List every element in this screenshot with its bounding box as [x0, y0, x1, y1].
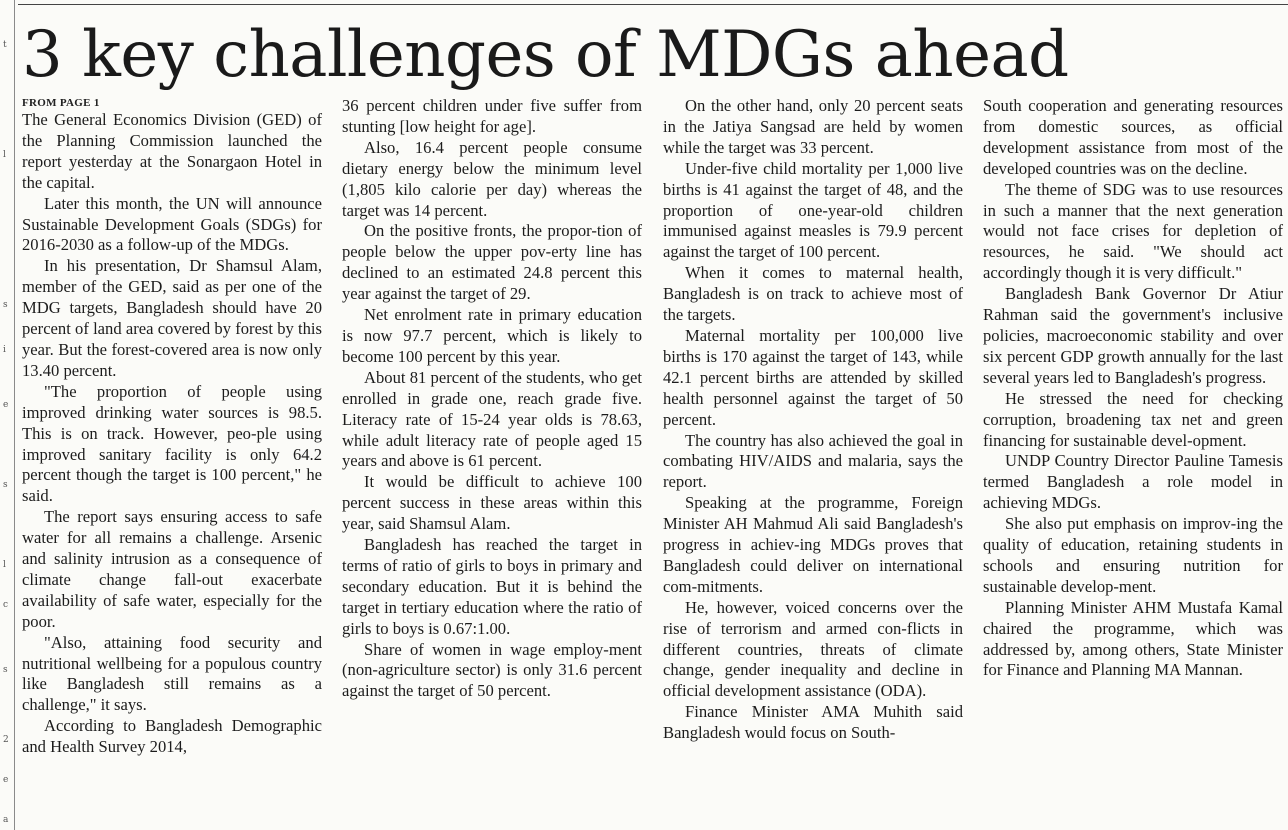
paragraph: The country has also achieved the goal in combating HIV/AIDS and malaria, says the report. [663, 430, 963, 492]
jump-kicker: FROM PAGE 1 [22, 97, 100, 109]
paragraph: According to Bangladesh Demographic and Health Survey 2014, [22, 716, 322, 757]
article-column-2 [342, 96, 642, 702]
gutter-fragment: a [3, 815, 9, 825]
paragraph: On the other hand, only 20 percent seats in the Jatiya Sangsad are held by women while the target was 33 percent. [663, 96, 963, 157]
gutter-fragment: c [3, 600, 9, 610]
paragraph: He, however, voiced concerns over the rise of terrorism and armed con-flicts in different countries, threats of climate change, gender inequality and decline in official development assistance (ODA). [663, 597, 963, 701]
gutter-fragment: s [3, 480, 8, 490]
gutter-fragment: s [3, 300, 8, 310]
paragraph: When it comes to maternal health, Bangladesh is on track to achieve most of the targets. [663, 263, 963, 325]
article-column-4 [983, 96, 1283, 681]
paragraph: She also put emphasis on improv-ing the quality of education, retaining students in schools and ensuring nutrition for sustainable develop-ment. [983, 514, 1283, 596]
paragraph: Bangladesh has reached the target in terms of ratio of girls to boys in primary and secondary education. But it is behind the target in tertiary education where the ratio of girls to boys is 0.67:1.00. [342, 535, 642, 638]
article-column-1 [22, 96, 322, 758]
paragraph: About 81 percent of the students, who get enrolled in grade one, reach grade five. Literacy rate of 15-24 year olds is 78.63, while adult literacy rate of people aged 15 years and above is 61 percent. [342, 367, 642, 471]
paragraph: Speaking at the programme, Foreign Minister AH Mahmud Ali said Bangladesh's progress in achiev-ing MDGs proves that Bangladesh could deliver on international com-mitments. [663, 493, 963, 596]
paragraph: UNDP Country Director Pauline Tamesis termed Bangladesh a role model in achieving MDGs. [983, 451, 1283, 513]
paragraph: Bangladesh Bank Governor Dr Atiur Rahman said the government's inclusive policies, macroeconomic stability and over six percent GDP growth annually for the last several years led to Bangladesh's progress. [983, 284, 1283, 387]
paragraph: Finance Minister AMA Muhith said Bangladesh would focus on South- [663, 702, 963, 743]
gutter-fragment: l [3, 560, 6, 570]
paragraph: On the positive fronts, the propor-tion of people below the upper pov-erty line has declined to an estimated 24.8 percent this year against the target of 29. [342, 221, 642, 304]
adjacent-column-edge [0, 0, 15, 830]
paragraph: 36 percent children under five suffer from stunting [low height for age]. [342, 96, 642, 136]
paragraph: Planning Minister AHM Mustafa Kamal chaired the programme, which was addressed by, among others, State Minister for Finance and Planning MA Mannan. [983, 597, 1283, 680]
paragraph: He stressed the need for checking corruption, broadening tax net and green financing for sustainable devel-opment. [983, 388, 1283, 450]
paragraph: "The proportion of people using improved drinking water sources is 98.5. This is on track. However, peo-ple using improved sanitary facility is only 64.2 percent though the target is 100 percent," he said. [22, 381, 322, 506]
gutter-fragment: e [3, 775, 9, 785]
headline: 3 key challenges of MDGs ahead [22, 18, 1069, 92]
gutter-fragment: i [3, 345, 6, 355]
article-column-3 [663, 96, 963, 744]
gutter-fragment: s [3, 665, 8, 675]
gutter-fragment: l [3, 150, 6, 160]
gutter-fragment: 2 [3, 735, 9, 745]
top-rule [18, 4, 1288, 5]
paragraph: South cooperation and generating resources from domestic sources, as official development assistance from most of the developed countries was on the decline. [983, 96, 1283, 178]
paragraph: "Also, attaining food security and nutritional wellbeing for a populous country like Bangladesh still remains as a challenge," it says. [22, 632, 322, 715]
gutter-fragment: e [3, 400, 9, 410]
paragraph: Net enrolment rate in primary education is now 97.7 percent, which is likely to become 100 percent by this year. [342, 305, 642, 366]
paragraph: In his presentation, Dr Shamsul Alam, member of the GED, said as per one of the MDG targets, Bangladesh should have 20 percent of land area covered by forest by this year. But the forest-covered area is now only 13.40 percent. [22, 256, 322, 380]
paragraph: Also, 16.4 percent people consume dietary energy below the minimum level (1,805 kilo calorie per day) whereas the target was 14 percent. [342, 137, 642, 220]
paragraph: It would be difficult to achieve 100 percent success in these areas within this year, said Shamsul Alam. [342, 472, 642, 534]
paragraph: Later this month, the UN will announce Sustainable Development Goals (SDGs) for 2016-2030 as a follow-up of the MDGs. [22, 193, 322, 255]
paragraph: Maternal mortality per 100,000 live births is 170 against the target of 143, while 42.1 percent births are attended by skilled health personnel against the target of 50 percent. [663, 325, 963, 429]
paragraph: Share of women in wage employ-ment (non-agriculture sector) is only 31.6 percent against the target of 50 percent. [342, 639, 642, 701]
paragraph: The report says ensuring access to safe water for all remains a challenge. Arsenic and salinity intrusion as a consequence of climate change fall-out exacerbate availability of safe water, especially for the poor. [22, 507, 322, 631]
paragraph: Under-five child mortality per 1,000 live births is 41 against the target of 48, and the proportion of one-year-old children immunised against measles is 79.9 percent against the target of 100 percent. [663, 158, 963, 262]
paragraph: The theme of SDG was to use resources in such a manner that the next generation would not face crises for depletion of resources, he said. "We should act accordingly though it is very difficult." [983, 179, 1283, 283]
gutter-fragment: t [3, 40, 7, 50]
paragraph: The General Economics Division (GED) of the Planning Commission launched the report yesterday at the Sonargaon Hotel in the capital. [22, 110, 322, 192]
